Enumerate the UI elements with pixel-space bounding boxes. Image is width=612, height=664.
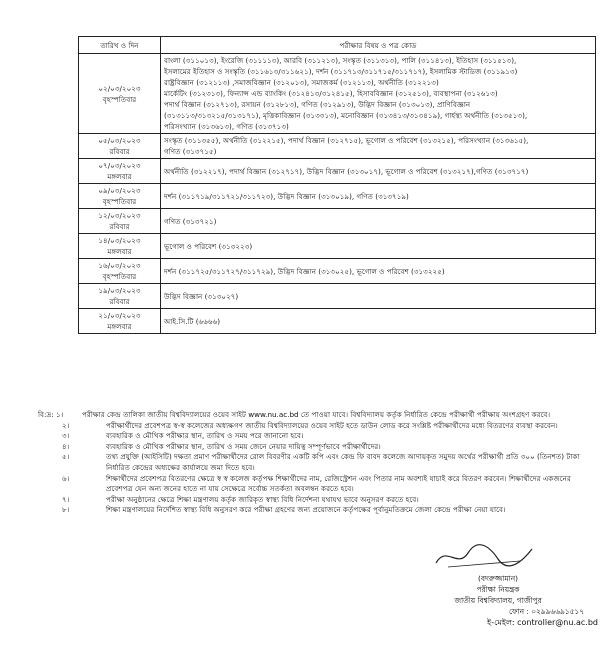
signature-scribble [398, 541, 598, 573]
exam-day: বৃহস্পতিবার [102, 197, 137, 206]
exam-day: মঙ্গলবার [107, 322, 132, 331]
exam-date-cell [79, 209, 161, 234]
note-item [38, 431, 594, 442]
note-index: ৮। [62, 505, 70, 515]
note-text: শিক্ষার্থীদের প্রবেশপত্র বিতরণের ক্ষেত্রে স্ব স্ব কলেজ কর্তৃপক্ষ শিক্ষার্থীদের নাম, রেজিস্ট্রেশন এবং পিতার নাম অবশ্যই যাচাই করে বিতরণ করবেন। শিক্ষার্থীদের একজনের প্রবেশপত্র যেন অন্য জনের হাতে না যায় সেক্ষেত্রে সর্বোচ্চ সতর্কতা অবলম্বন করতে হবে। [106, 473, 571, 494]
note-number [38, 474, 106, 485]
note-number [38, 431, 106, 442]
exam-day: বৃহস্পতিবার [102, 94, 137, 104]
exam-date-cell [79, 259, 161, 284]
header-subjects: পরীক্ষার বিষয় ও পত্র কোড [161, 37, 596, 54]
note-index: ৩। [62, 431, 70, 441]
exam-date-cell [79, 309, 161, 334]
signatory-phone: ফোন : ০২৯৯৬৬৯১৫১৭ [509, 607, 584, 616]
exam-date: ২১/০৩/২০২৩ [98, 311, 141, 320]
exam-date: ১৯/০৩/২০২৩ [98, 286, 141, 295]
exam-day: রবিবার [109, 297, 130, 306]
note-text: পরীক্ষা অনুষ্ঠানের ক্ষেত্রে শিক্ষা মন্ত্রণালয় কর্তৃক জারিকৃত স্বাস্থ্য বিধি নির্দেশনা যথাযথ ভাবে অনুসরণ করতে হবে। [106, 494, 419, 504]
signatory-organization: জাতীয় বিশ্ববিদ্যালয়, গাজীপুর [454, 596, 542, 605]
exam-subjects-cell [161, 184, 596, 209]
note-text: তথ্য প্রযুক্তি (আইসিটি) দক্ষতা প্রমাণ পরীক্ষার্থীদের রোল বিবরণীর একটি কপি এবং কেন্দ্র ফি বাবদ কলেজে আদায়কৃত সমুদয় অর্থের পরীক্ষার্থী প্রতি ৩০০ (তিনশত) টাকা নির্ধারিত কেন্দ্রের অধ্যক্ষের কার্যালয়ে জমা দিতে হবে। [106, 452, 580, 472]
note-number [38, 442, 106, 453]
exam-date-cell [79, 159, 161, 184]
note-number [38, 495, 106, 506]
subject-line: গণিত (৩১৩৭১৫) [164, 147, 217, 156]
exam-date-cell [79, 184, 161, 209]
note-text: ব্যবহারিক ও মৌখিক পরীক্ষার স্থান, তারিখ ও সময় জেনে নেয়ার দায়িত্ব সম্পূর্ণভাবে পরীক্ষার্থীদের। [106, 441, 381, 451]
note-item [38, 495, 594, 506]
note-number [38, 421, 106, 432]
exam-subjects-cell [161, 234, 596, 259]
subject-line: উদ্ভিদ বিজ্ঞান (৩১৩০২৭) [164, 291, 239, 301]
exam-date-cell [79, 284, 161, 309]
exam-date-cell [79, 234, 161, 259]
table-body [79, 54, 596, 334]
note-text: শিক্ষা মন্ত্রণালয়ের নির্দেশিত স্বাস্থ্য বিধি অনুসরণ করে পরীক্ষা গ্রহণের জন্য প্রয়োজনে কর্তৃপক্ষের পূর্বানুমতিক্রমে জেলা কেন্দ্রে পরীক্ষা নেয়া যাবে। [106, 505, 506, 515]
note-index: ৭। [62, 494, 70, 504]
subject-line: (৩১৩১১৩/৩১৩২১৫/৩১৩১৭১), মৃত্তিকাবিজ্ঞান (৩১৩৩১৩), মনোবিজ্ঞান (৩১৩৪১৩/৩১৩৪১৯), গার্হস্থ্য অর্থনীতি (৩১৩৫১৩), [164, 111, 528, 120]
note-index: ৬। [62, 473, 70, 483]
exam-day: রবিবার [109, 147, 130, 156]
exam-date: ০৭/০৩/২০২৩ [98, 161, 141, 170]
note-item [38, 474, 594, 495]
table-row [79, 234, 596, 259]
exam-subjects-cell [161, 134, 596, 159]
table-row [79, 284, 596, 309]
note-item [38, 410, 594, 421]
subject-line: দর্শন (৩১১৭১৯/৩১১৭২১/৩১১৭২৩), উদ্ভিদ বিজ্ঞান (৩১৩০১৯), গণিত (৩১৩৭১৯) [164, 191, 409, 201]
exam-subjects-cell [161, 309, 596, 334]
exam-subjects-cell [161, 284, 596, 309]
note-text: পরীক্ষার্থীদের প্রবেশপত্র স্ব-স্ব কলেজের অধ্যক্ষগণ জাতীয় বিশ্ববিদ্যালয়ের ওয়েব সাইট হতে ডাউন লোড করে সংশ্লিষ্ট পরীক্ষার্থীদের মধ্যে বিতরণের ব্যবস্থা করবেন। [106, 420, 558, 430]
subject-line: বাংলা (৩১১০১৩), ইংরেজি (৩১১১১৩), আরবি (৩১১২১৩), সংস্কৃত (৩১১৩১৩), পালি (৩১১৪১৩), ইতিহাস (৩১১৫১৩), [164, 56, 517, 65]
table-row [79, 309, 596, 334]
exam-day: মঙ্গলবার [107, 172, 132, 181]
table-row [79, 134, 596, 159]
subject-line: ভূগোল ও পরিবেশ (৩১৩২২৩) [164, 241, 253, 251]
table-row [79, 209, 596, 234]
note-item [38, 452, 594, 473]
subject-line: ইসলামের ইতিহাস ও সংস্কৃতি (৩১১৬১৩/৩১১৬২১), দর্শন (৩১১৭১৩/৩১১৭১৫/৩১১৭১৭), ইসলামিক স্টাডিজ (৩১১৯১৩) [164, 67, 518, 76]
note-text: ব্যবহারিক ও মৌখিক পরীক্ষার স্থান, তারিখ ও সময় পরে জানানো হবে। [106, 431, 304, 441]
exam-schedule-table [78, 36, 596, 334]
exam-day: রবিবার [109, 222, 130, 231]
exam-date: ১২/০৩/২০২৩ [98, 211, 141, 220]
subject-line: পদার্থ বিজ্ঞান (৩১২৭১৩), রসায়ন (৩১২৮১৩), গণিত (৩১২৯১৩), উদ্ভিদ বিজ্ঞান (৩১৩০১৩), প্রাণিবিজ্ঞান [164, 100, 471, 109]
note-index: ১। [55, 410, 64, 419]
note-number [38, 505, 106, 516]
subject-line: রাষ্ট্রবিজ্ঞান (৩১২১১৩) ,সমাজবিজ্ঞান (৩১২০১৩), সমাজকর্ম (৩১২১১৩), অর্থনীতি (৩১২২১৩) [164, 78, 439, 87]
note-index: ৫। [62, 452, 70, 462]
exam-subjects-cell [161, 159, 596, 184]
note-item [38, 442, 594, 453]
note-index: ৪। [62, 441, 70, 451]
note-index: ২। [62, 420, 70, 430]
exam-date: ০৯/০৩/২০২৩ [98, 186, 141, 195]
subject-line: পরিসংখ্যান (৩১৩৬১৩), গণিত (৩১৩৭১৩) [164, 122, 289, 131]
signatory-name: (বদরুজ্জামান) [478, 574, 518, 583]
exam-date-cell [79, 54, 161, 134]
header-date: তারিখ ও দিন [79, 37, 161, 54]
notes-heading: বি:দ্র: [38, 410, 54, 419]
note-item [38, 421, 594, 432]
subject-line: আই.সি.টি (৬৬৬৬) [164, 316, 221, 326]
note-text: পরীক্ষার কেন্দ্র তালিকা জাতীয় বিশ্ববিদ্যালয়ের ওয়েব সাইট www.nu.ac.bd তে পাওয়া যাবে। বিশ্ববিদ্যালয় কর্তৃক নির্ধারিত কেন্দ্রে পরীক্ষার্থী পরীক্ষায় অংশগ্রহণ করবে। [82, 410, 551, 419]
signature-block [398, 541, 598, 628]
exam-day: মঙ্গলবার [107, 247, 132, 256]
signatory-email: ই-মেইল: controller@nu.ac.bd [487, 618, 598, 627]
table-row [79, 54, 596, 134]
subject-line: দর্শন (৩১১৭২৫/৩১১৭২৭/৩১১৭২৯), উদ্ভিদ বিজ্ঞান (৩১৩০২৫), ভূগোল ও পরিবেশ (৩১৩২২৫) [164, 266, 445, 276]
subject-line: গণিত (৩১৩৭২১) [164, 216, 217, 226]
subject-line: অর্থনীতি (৩১২২১৭), পদার্থ বিজ্ঞান (৩১২৭১৭), উদ্ভিদ বিজ্ঞান (৩১৩০১৭), ভূগোল ও পরিবেশ (৩১৩২১৭),গণিত (৩১৩৭১৭) [164, 166, 529, 176]
table-row [79, 159, 596, 184]
exam-date: ১৬/০৩/২০২৩ [98, 261, 141, 270]
exam-subjects-cell [161, 209, 596, 234]
note-number [38, 410, 82, 421]
signatory-title: পরীক্ষা নিয়ন্ত্রক [476, 585, 520, 594]
note-item [38, 505, 594, 516]
exam-date: ০৫/০৩/২০২৩ [98, 136, 141, 145]
exam-day: বৃহস্পতিবার [102, 272, 137, 281]
exam-date-cell [79, 134, 161, 159]
subject-line: সংস্কৃত (৩১১৩৫৫), অর্থনীতি (৩১২২১৫), পদার্থ বিজ্ঞান (৩১২৭১৫), ভূগোল ও পরিবেশ (৩১৩২১৫), পরিসংখ্যান (৩১৩৬১৫), [164, 136, 529, 145]
notes-section [38, 410, 594, 516]
table-row [79, 184, 596, 209]
exam-date: ১৪/০৩/২০২৩ [98, 236, 141, 245]
exam-date: ০২/০৩/২০২৩ [98, 83, 141, 93]
subject-line: মার্কেটিং (৩১২৩১৩), ফিন্যান্স এন্ড ব্যাংকিং (৩১২৪১৩/৩১২৪১৫), হিসাববিজ্ঞান (৩১২৫১৩), ব্যবস্থাপনা (৩১২৬১৩) [164, 89, 498, 98]
table-header-row [79, 37, 596, 54]
exam-subjects-cell [161, 54, 596, 134]
table-row [79, 259, 596, 284]
note-number [38, 452, 106, 463]
exam-subjects-cell [161, 259, 596, 284]
